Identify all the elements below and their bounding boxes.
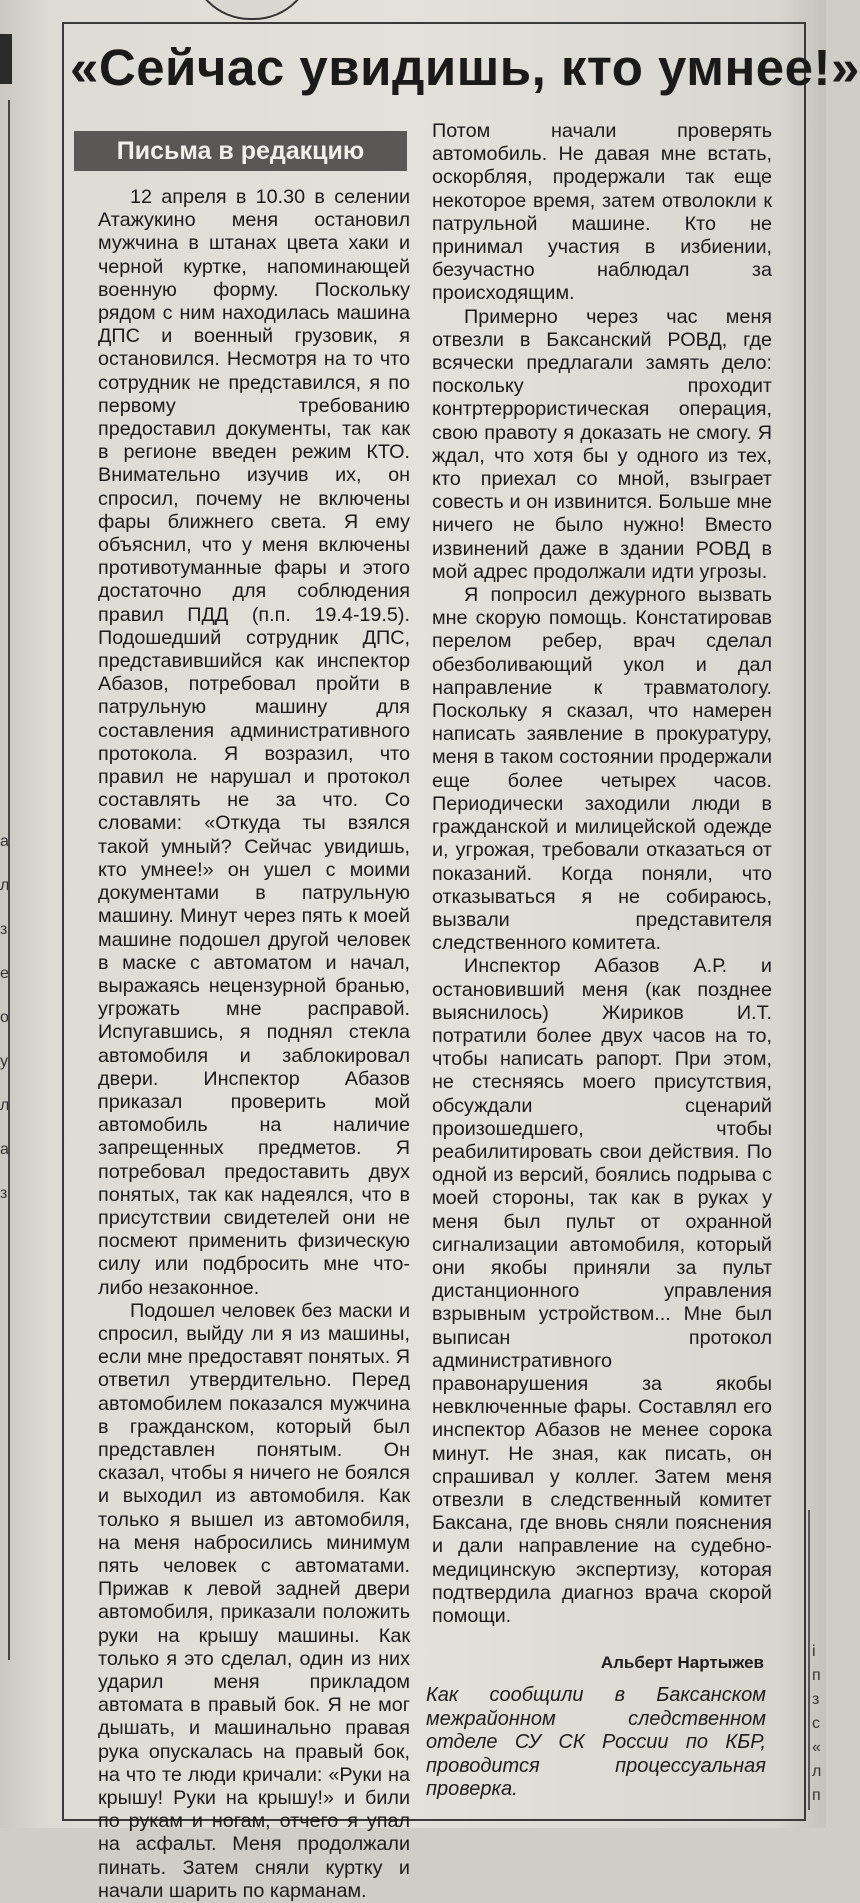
cropped-letter: п [812,1787,821,1804]
cropped-letter: а [0,833,9,850]
paragraph: Подошел человек без маски и спросил, выйду ли я из машины, если мне предоставят понятых. Я ответил утвердительно. Перед автомобилем показался мужчина в гражданском, который был представлен понятым. Он сказал, чтобы я ничего не боялся и выходил из автомобиля. Как только я вышел из автомобиля, на меня набросились минимум пять человек с автоматами. Прижав к левой задней двери автомобиля, приказали положить руки на крышу машины. Как только я это сделал, один из них ударил меня прикладом автомата в правый бок. Я не мог дышать, и машинально правая рука опускалась на правый бок, на что те люди кричали: «Руки на крышу! Руки на крышу!» и били по рукам и ногам, отчего я упал на асфальт. Меня продолжали пинать. Затем сняли куртку и начали шарить по карманам. [98,1299,410,1902]
cropped-letter: с [812,1715,820,1732]
cropped-letter: л [0,877,10,894]
top-decoration [190,0,314,20]
paragraph: Примерно через час меня отвезли в Баксанский РОВД, где всячески предлагали замять дело: поскольку проходит контртеррористическая операция, свою правоту я доказать не смогу. Я ждал, что хотя бы у одного из тех, кто приехал со мной, взыграет совесть и он извинится. Больше мне ничего не было нужно! Вместо извинений даже в здании РОВД в мой адрес продолжали идти угрозы. [432,305,772,583]
paragraph: Я попросил дежурного вызвать мне скорую помощь. Констатировав перелом ребер, врач сделал обезболивающий укол и дал направление к травматологу. Поскольку я сказал, что намерен написать заявление в прокуратуру, меня в таком состоянии продержали еще более четырех часов. Периодически заходили люди в гражданской и милицейской одежде и, угрожая, требовали отказаться от показаний. Когда поняли, что отказываться я не собираюсь, вызвали представителя следственного комитета. [432,584,772,955]
article-headline: «Сейчас увидишь, кто умнее!» [70,39,860,96]
cropped-letter: з [0,1185,8,1202]
cropped-letter: п [812,1667,821,1684]
cropped-letter: л [0,1097,10,1114]
right-margin-rule [808,1510,810,1810]
cropped-letter: і [812,1643,816,1660]
cropped-letter: о [0,1009,9,1026]
article-column-right [432,120,772,1650]
cropped-letter: а [0,1141,9,1158]
paragraph: 12 апреля в 10.30 в селении Атажукино меня остановил мужчина в штанах цвета хаки и черной куртке, напоминающей военную форму. Поскольку рядом с ним находилась машина ДПС и военный грузовик, я остановился. Несмотря на то что сотрудник не представился, я по первому требованию предоставил документы, так как в регионе введен режим КТО. Внимательно изучив их, он спросил, почему не включены фары ближнего света. Я ему объяснил, что у меня включены противотуманные фары и этого достаточно для соблюдения правил ПДД (п.п. 19.4-19.5). Подошедший сотрудник ДПС, представившийся как инспектор Абазов, потребовал пройти в патрульную машину для составления административного протокола. Я возразил, что правил не нарушал и протокол составлять не за что. Со словами: «Откуда ты взялся такой умный? Сейчас увидишь, кто умнее!» он ушел с моими документами в патрульную машину. Минут через пять к моей машине подошел другой человек в маске с автоматом и начал, выражаясь нецензурной бранью, угрожать мне расправой. Испугавшись, я поднял стекла автомобиля и заблокировал двери. Инспектор Абазов приказал проверить мой автомобиль на наличие запрещенных предметов. Я потребовал предоставить двух понятых, так как надеялся, что в присутствии свидетелей они не посмеют применить физическую силу или подбросить мне что-либо незаконное. [98,186,410,1299]
left-edge-block [0,34,12,84]
cropped-letter: л [812,1763,822,1780]
section-rubric: Письма в редакцию [74,131,407,171]
cropped-letter: у [0,1053,8,1070]
left-cropped-column [0,820,20,1216]
cropped-letter: з [812,1691,820,1708]
paragraph: Инспектор Абазов А.Р. и остановивший меня (как позднее выяснилось) Жириков И.Т. потратили более двух часов на то, чтобы написать рапорт. При этом, не стесняясь моего присутствия, обсуждали сценарий произошедшего, чтобы реабилитировать свои действия. По одной из версий, боялись подрыва с моей стороны, так как в руках у меня был пульт от охранной сигнализации автомобиля, который они якобы приняли за пульт дистанционного управления взрывным устройством... Мне был выписан протокол административного правонарушения за якобы невключенные фары. Составлял его инспектор Абазов не менее сорока минут. Не зная, как писать, он спрашивал у коллег. Затем меня отвезли в следственный комитет Баксана, где вновь сняли пояснения и дали направление на судебно-медицинскую экспертизу, которая подтвердила диагноз врача скорой помощи. [432,955,772,1627]
author-signature: Альберт Нартыжев [600,1653,764,1672]
paragraph: Потом начали проверять автомобиль. Не давая мне встать, оскорбляя, продержали так еще некоторое время, затем отволокли к патрульной машине. Кто не принимал участия в избиении, безучастно наблюдал за происходящим. [432,120,772,305]
right-cropped-column [812,1640,826,1808]
article-column-left [98,186,410,1902]
cropped-letter: « [812,1739,821,1756]
cropped-letter: з [0,921,8,938]
cropped-letter: е [0,965,9,982]
editor-note: Как сообщили в Баксанском межрайонном следственном отделе СУ СК России по КБР, проводится процессуальная проверка. [426,1684,766,1800]
